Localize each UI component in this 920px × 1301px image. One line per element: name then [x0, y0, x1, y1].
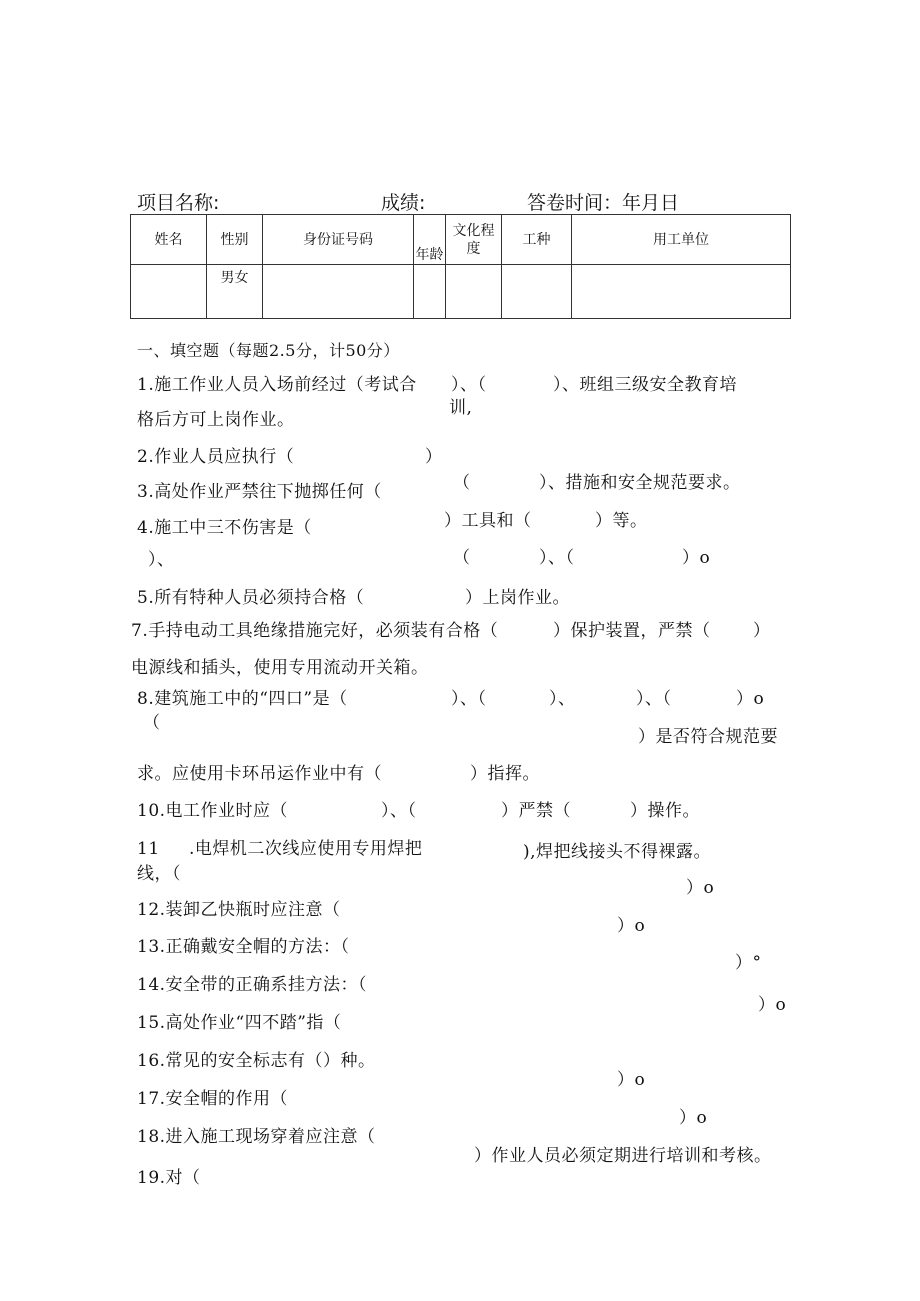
- question-16-text: 16.常见的安全标志有（）种。: [137, 1051, 376, 1071]
- question-4-text-cont: ）工具和（: [444, 511, 532, 531]
- header-gender: 性别: [207, 215, 263, 265]
- question-17-text: 17.安全帽的作用（: [137, 1089, 289, 1109]
- cell-gender[interactable]: 男女: [207, 265, 263, 319]
- cell-age[interactable]: [414, 265, 446, 319]
- question-4-blank-open: （: [453, 548, 471, 568]
- question-11-blank-end: ）o: [686, 878, 715, 898]
- question-10-text-cont: ）严禁（: [501, 801, 571, 821]
- question-1-text-end: 格后方可上岗作业。: [137, 410, 295, 430]
- question-16-blank-end: ）o: [617, 1070, 646, 1090]
- header-education: 文化程度: [446, 215, 502, 265]
- question-15-text: 15.高处作业“四不踏”指（: [137, 1013, 342, 1033]
- question-4-blank-end: ）o: [682, 548, 711, 568]
- question-4-text: 4.施工中三不伤害是（: [137, 518, 312, 538]
- question-9-text: 求。应使用卡环吊运作业中有（: [137, 764, 382, 784]
- question-12-blank-end: ）o: [617, 916, 646, 936]
- question-3-text-cont: ）、措施和安全规范要求。: [539, 473, 741, 493]
- question-8-text: 8.建筑施工中的“四口”是（: [137, 689, 348, 709]
- question-7-text-end: 电源线和插头，使用专用流动开关箱。: [131, 658, 429, 678]
- question-8-blank-sep-3: ）、（: [636, 689, 672, 709]
- question-5-text-end: ）上岗作业。: [465, 588, 570, 608]
- question-11-text-cont: ),焊把线接头不得裸露。: [523, 842, 712, 862]
- question-9-text-end: ）指挥。: [470, 764, 540, 784]
- question-8-blank-end: ）o: [736, 689, 765, 709]
- question-9-text-cont: ）是否符合规范要: [638, 727, 778, 747]
- header-name: 姓名: [131, 215, 207, 265]
- question-7-text: 7.手持电动工具绝缘措施完好，必须装有合格（: [131, 621, 499, 641]
- project-name-label: 项目名称:: [137, 192, 220, 214]
- exam-time-label: 答卷时间：年月日: [527, 192, 680, 214]
- question-1-blank-sep: ）、（: [451, 375, 487, 395]
- question-18-text: 18.进入施工现场穿着应注意（: [137, 1127, 376, 1147]
- question-4-blank-sep: ）、（: [539, 548, 575, 568]
- question-13-blank-end: ）°: [735, 953, 762, 973]
- header-age: 年龄: [414, 215, 446, 265]
- cell-job-type[interactable]: [502, 265, 572, 319]
- question-3-blank-open: （: [453, 473, 471, 493]
- question-11-number: 11: [137, 839, 160, 859]
- question-5-text: 5.所有特种人员必须持合格（: [137, 588, 365, 608]
- question-1-fragment: 训,: [449, 398, 473, 418]
- question-13-text: 13.正确戴安全帽的方法：（: [137, 937, 350, 957]
- cell-name[interactable]: [131, 265, 207, 319]
- question-10-text-end: ）操作。: [630, 801, 700, 821]
- section-title: 一、填空题（每题2.5分，计50分）: [137, 341, 400, 360]
- question-10-text: 10.电工作业时应（: [137, 801, 289, 821]
- table-header-row: [131, 215, 791, 265]
- question-19-text: 19.对（: [137, 1168, 201, 1188]
- question-4-text-end: ）等。: [595, 511, 648, 531]
- personal-info-table: [130, 214, 791, 319]
- question-17-blank-end: ）o: [679, 1108, 708, 1128]
- question-8-blank-sep-2: ）、: [549, 689, 576, 709]
- question-14-text: 14.安全带的正确系挂方法：（: [137, 975, 368, 995]
- question-7-blank-end: ）: [753, 621, 771, 641]
- score-label: 成绩:: [381, 192, 426, 214]
- header-id-number: 身份证号码: [263, 215, 414, 265]
- question-8-fragment: （: [143, 713, 161, 733]
- header-job-type: 工种: [502, 215, 572, 265]
- question-11-text: .电焊机二次线应使用专用焊把: [189, 839, 423, 859]
- question-7-text-cont: ）保护装置，严禁（: [553, 621, 711, 641]
- question-1-text-cont: ）、班组三级安全教育培: [553, 375, 737, 395]
- header-employer: 用工单位: [572, 215, 791, 265]
- table-row: [131, 265, 791, 319]
- question-1-text: 1.施工作业人员入场前经过（考试合: [137, 375, 417, 395]
- question-10-blank-sep: ）、（: [381, 801, 417, 821]
- question-2-blank-end: ）: [425, 447, 443, 467]
- question-14-blank-end: ）o: [758, 995, 787, 1015]
- question-3-text: 3.高处作业严禁往下抛掷任何（: [137, 482, 382, 502]
- cell-id-number[interactable]: [263, 265, 414, 319]
- cell-employer[interactable]: [572, 265, 791, 319]
- question-18-text-cont: ）作业人员必须定期进行培训和考核。: [474, 1146, 772, 1166]
- question-12-text: 12.装卸乙快瓶时应注意（: [137, 900, 341, 920]
- cell-education[interactable]: [446, 265, 502, 319]
- question-2-text: 2.作业人员应执行（: [137, 447, 295, 467]
- question-11-fragment: 线，（: [137, 864, 181, 884]
- question-4-fragment: ）、: [148, 550, 175, 570]
- question-8-blank-sep-1: ）、（: [451, 689, 487, 709]
